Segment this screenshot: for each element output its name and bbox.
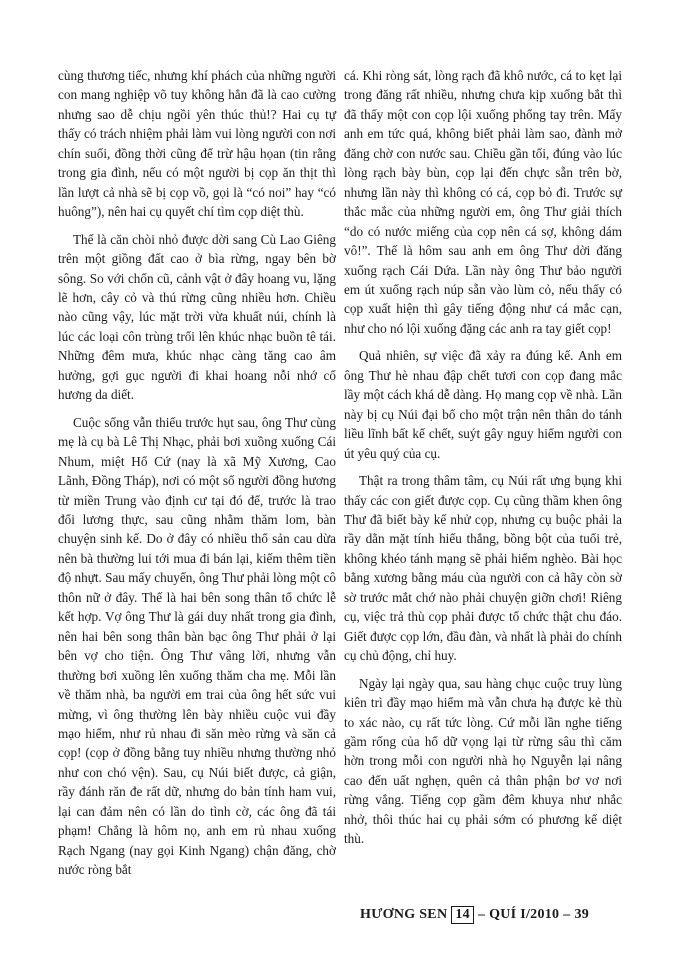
paragraph: cá. Khi ròng sát, lòng rạch đã khô nước, cá to kẹt lại trong đăng rất nhiều, nhưng chưa kịp xuống bắt thì đã thấy một con cọp lội xuống phổng tay trên. Mấy anh em tức quá, không biết phải làm sao, đành mở đăng chờ con nước sau. Chiều gần tối, đúng vào lúc lòng rạch bày bùn, cọp lại đến chực sẵn trên bờ, nhưng lần này thì không có cá, cọp bỏ đi. Trước sự thắc mắc của những người em, ông Thư giải thích “do có nước miếng của cọp nên cá sợ, không dám vô!”. Thế là hôm sau anh em ông Thư dời đăng xuống rạch Cái Dứa. Lần này ông Thư bảo người em út xuống rạch núp sẵn vào lùm cỏ, nếu thấy có cọp xuất hiện thì gây tiếng động như cá mắc cạn, như cho nó lội xuống đặng các anh ra tay giết cọp!: [344, 68, 622, 336]
issue-date: – QUÍ I/2010 –: [477, 907, 571, 922]
right-column: [344, 66, 622, 857]
magazine-title: HƯƠNG SEN: [360, 907, 448, 922]
paragraph: Cuộc sống vẫn thiếu trước hụt sau, ông Thư cùng mẹ là cụ bà Lê Thị Nhạc, phải bơi xuồng xuống Cái Nhum, miệt Hổ Cứ (nay là xã Mỹ Xương, Cao Lãnh, Đồng Tháp), nơi có một số người đồng hương từ miền Trung vào định cư tại đó để, trước là trao đổi lương thực, sau cũng nhằm thăm lom, bàn chuyện sinh kế. Do ở đây có nhiều thổ sản cau dừa nên bà thường lui tới mua đi bán lại, kiếm thêm tiền độ nhựt. Sau mấy chuyến, ông Thư phải lòng một cô thôn nữ ở đây. Thế là hai bên song thân tổ chức lễ kết hợp. Vợ ông Thư là gái duy nhất trong gia đình, nên hai bên song thân bàn bạc ông Thư phải ở lại bên vợ cho tiện. Ông Thư vâng lời, nhưng vẫn thường bơi xuồng lên xuống thăm cha mẹ. Mỗi lần về thăm nhà, ba người em trai của ông hết sức vui mừng, vì ông thường lên bày nhiều cuộc vui đầy mạo hiểm, như rủ nhau đi săn mèo rừng và săn cả cọp! (cọp ở đồng bằng tuy nhiều nhưng thường nhỏ như con chó vện). Sau, cụ Núi biết được, cả giận, rầy đánh răn đe rất dữ, nhưng do bản tính ham vui, lại can đảm nên có lần do tình cờ, các ông đã tái phạm! Chẳng là hôm nọ, anh em rủ nhau xuống Rạch Ngang (nay gọi Kinh Ngang) chận đăng, chờ nước ròng bắt: [58, 414, 336, 878]
paragraph: Quả nhiên, sự việc đã xảy ra đúng kế. Anh em ông Thư hè nhau đập chết tươi con cọp đang mắc lầy một cách khá dễ dàng. Họ mang cọp về nhà. Lần này bị cụ Núi đại bố cho một trận nên thân do tánh liều lĩnh bất kể chết, suýt gây nguy hiểm người con út yêu quý của cụ.: [344, 348, 622, 461]
left-column: [58, 66, 336, 888]
page-footer: [360, 906, 635, 924]
paragraph: cùng thương tiếc, nhưng khí phách của những người con mang nghiệp võ tuy không hẳn đã là cao cường nhưng sao dễ chịu ngồi yên thúc thủ!? Hai cụ tự thấy có trách nhiệm phải làm vui lòng người con nơi chín suối, đồng thời cũng để trừ hậu họan (tin rằng trong gia đình, nếu có một người bị cọp ăn thịt thì lần lượt cả nhà sẽ bị cọp vồ, gọi là “có noi” hay “có huông”), nên hai cụ quyết chí tìm cọp diệt thù.: [58, 68, 336, 220]
page-number: 39: [574, 907, 590, 922]
paragraph: Thật ra trong thâm tâm, cụ Núi rất ưng bụng khi thấy các con giết được cọp. Cụ cũng thầm khen ông Thư đã biết bày kế nhử cọp, nhưng cụ buộc phải la rầy dằn mặt tính hiếu thắng, bồng bột của tuổi trẻ, không khéo tánh mạng sẽ phải hiểm nghèo. Bài học bằng xương bằng máu của người con cả hãy còn sờ sờ trước mắt chớ nào phải chuyện giỡn chơi! Riêng cụ, việc trả thù cọp phải được tổ chức thật chu đáo. Giết được cọp lớn, đầu đàn, và nhất là phải do chính cụ chủ động, chỉ huy.: [344, 473, 622, 664]
paragraph: Thế là căn chòi nhỏ được dời sang Cù Lao Giêng trên một giồng đất cao ở bìa rừng, ngay bên bờ sông. So với chốn cũ, cảnh vật ở đây hoang vu, lặng lẽ hơn, cây cỏ và thú rừng cũng nhiều hơn. Chiều nào cũng vậy, lúc mặt trời vừa khuất núi, chính là lúc các loại côn trùng trổi lên khúc nhạc buồn tê tái. Những đêm mưa, khúc nhạc càng tăng cao âm hưởng, gợi gục người đi khai hoang nỗi nhớ cố hương da diết.: [58, 231, 336, 403]
paragraph: Ngày lại ngày qua, sau hàng chục cuộc truy lùng kiên trì đầy mạo hiểm mà vẫn chưa hạ được kẻ thù to xác nào, cụ rất tức lòng. Cứ mỗi lần nghe tiếng gầm rống của hổ dữ vọng lại từ rừng sâu thì căm hờn trong mỗi con người nhà họ Nguyễn lại nâng cao đến uất nghẹn, quên cả thân phận bơ vơ nơi rừng vắng. Tiếng cọp gầm đêm khuya như nhắc nhở, thôi thúc hai cụ phải sớm có phương kế diệt thù.: [344, 675, 622, 847]
issue-number-box: 14: [451, 906, 474, 924]
